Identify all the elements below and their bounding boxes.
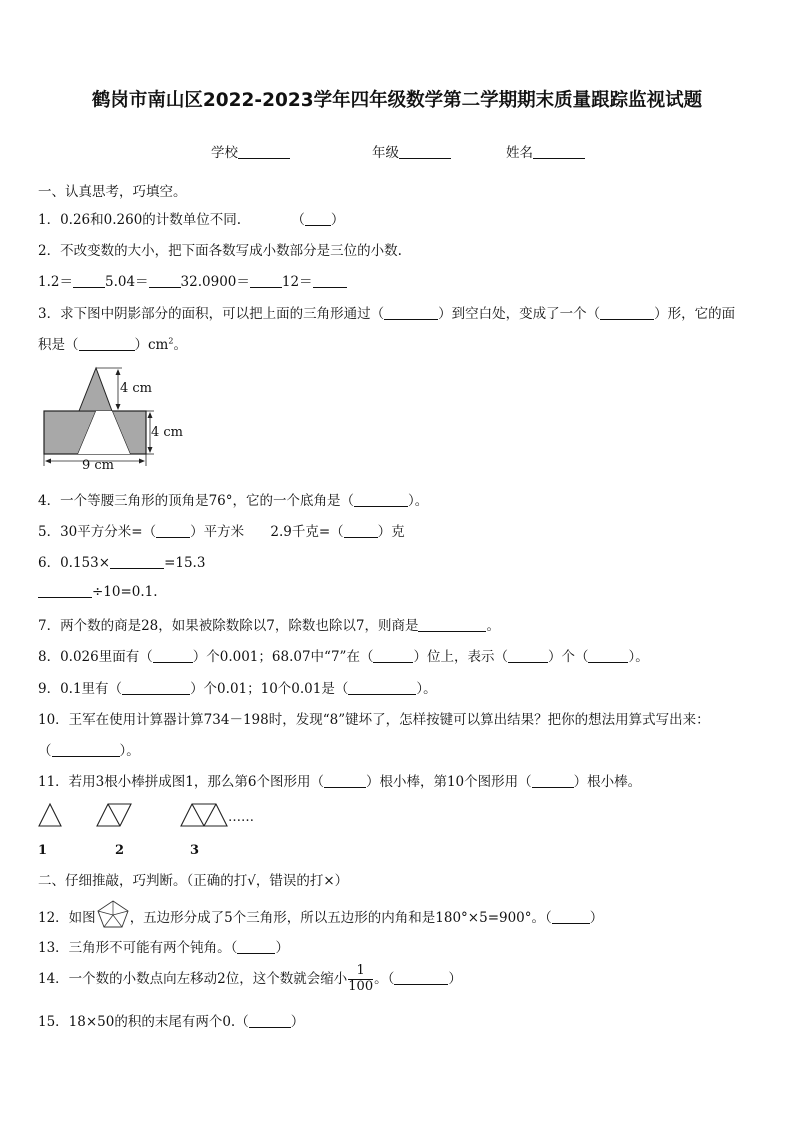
figure-dots: …… xyxy=(228,810,254,825)
q10-blank[interactable] xyxy=(52,742,120,757)
pentagon-icon xyxy=(96,900,130,920)
figure-label-h2: 4 cm xyxy=(151,425,184,440)
q8-blank-3[interactable] xyxy=(508,648,548,663)
question-3: 3．求下图中阴影部分的面积，可以把上面的三角形通过（ ）到空白处，变成了一个（ ）形，它的面 xyxy=(38,306,736,322)
grade-blank[interactable] xyxy=(399,144,451,159)
school-field xyxy=(211,141,290,161)
question-14: 14．一个数的小数点向左移动2位，这个数就会缩小 $\frac{1}{100}$ 。（ ） xyxy=(38,963,462,994)
question-6: 6．0.153× =15.3 xyxy=(38,555,206,571)
figure-label-2: 2 xyxy=(115,843,125,858)
q12-blank[interactable] xyxy=(552,909,590,924)
question-10-cont: （ ）。 xyxy=(38,743,140,759)
q2-blank-3[interactable] xyxy=(250,273,282,288)
question-3-cont: 积是（ ）$cm^2$。 xyxy=(38,336,187,353)
q1-text: 1．0.26和0.260的计数单位不同. xyxy=(38,212,242,228)
question-11: 11．若用3根小棒拼成图1，那么第6个图形用（ ）根小棒，第10个图形用（ ）根小棒。 xyxy=(38,774,642,790)
figure-label-w: 9 cm xyxy=(82,458,115,473)
question-9: 9．0.1里有（ ）个0.01；10个0.01是（ ）。 xyxy=(38,681,437,697)
shaded-area-figure xyxy=(36,362,196,474)
q11-blank-2[interactable] xyxy=(532,773,574,788)
q6-blank-2[interactable] xyxy=(38,583,92,598)
question-15: 15．18×50的积的末尾有两个0.（ ） xyxy=(38,1014,305,1030)
name-label: 姓名 xyxy=(506,145,533,161)
question-4: 4．一个等腰三角形的顶角是76°，它的一个底角是（ ）。 xyxy=(38,493,429,509)
fraction: $\frac{1}{100}$ xyxy=(348,963,374,994)
q5-blank-2[interactable] xyxy=(344,523,378,538)
question-7: 7．两个数的商是28，如果被除数除以7，除数也除以7，则商是 。 xyxy=(38,618,500,634)
question-12: 12．如图 ，五边形分成了5个三角形，所以五边形的内角和是180°×5=900°。（ ） xyxy=(38,900,603,926)
q8-blank-2[interactable] xyxy=(373,648,413,663)
question-6-cont: ÷10=0.1. xyxy=(38,583,158,600)
section1-heading: 一、认真思考，巧填空。 xyxy=(38,184,187,200)
q9-blank-2[interactable] xyxy=(348,680,416,695)
q5-blank-1[interactable] xyxy=(156,523,190,538)
figure-label-1: 1 xyxy=(38,843,48,858)
question-2-items: 1.2＝ 5.04＝ 32.0900＝ 12＝ xyxy=(38,270,347,290)
section2-heading: 二、仔细推敲，巧判断。（正确的打√，错误的打×） xyxy=(38,873,349,889)
page-title: 鹤岗市南山区2022-2023学年四年级数学第二学期期末质量跟踪监视试题 xyxy=(91,90,703,111)
q13-blank[interactable] xyxy=(237,939,275,954)
q9-blank-1[interactable] xyxy=(122,680,190,695)
q2-blank-1[interactable] xyxy=(73,273,105,288)
q15-blank[interactable] xyxy=(249,1013,291,1028)
q3-blank-3[interactable] xyxy=(79,336,135,351)
q2-blank-2[interactable] xyxy=(149,273,181,288)
q7-blank[interactable] xyxy=(418,617,486,632)
q1-blank[interactable] xyxy=(305,211,331,226)
q3-blank-2[interactable] xyxy=(600,305,654,320)
figure-label-3: 3 xyxy=(190,843,200,858)
q2-blank-4[interactable] xyxy=(313,273,347,288)
school-blank[interactable] xyxy=(238,144,290,159)
grade-field xyxy=(372,141,451,161)
grade-label: 年级 xyxy=(372,145,399,161)
question-8: 8．0.026里面有（ ）个0.001；68.07中“7”在（ ）位上，表示（ ）个（ ）。 xyxy=(38,649,649,665)
figure-label-h1: 4 cm xyxy=(120,381,153,396)
q11-blank-1[interactable] xyxy=(324,773,366,788)
q8-blank-4[interactable] xyxy=(588,648,628,663)
q14-blank[interactable] xyxy=(394,970,448,985)
name-blank[interactable] xyxy=(533,144,585,159)
question-1: 1．0.26和0.260的计数单位不同. （ ） xyxy=(38,212,345,228)
q8-blank-1[interactable] xyxy=(153,648,193,663)
q4-blank[interactable] xyxy=(354,492,408,507)
q3-blank-1[interactable] xyxy=(384,305,438,320)
q6-blank-1[interactable] xyxy=(110,554,164,569)
question-5: 5．30平方分米=（ ）平方米 2.9千克=（ ）克 xyxy=(38,524,405,540)
school-label: 学校 xyxy=(211,145,238,161)
name-field xyxy=(506,141,585,161)
question-2: 2．不改变数的大小，把下面各数写成小数部分是三位的小数. xyxy=(38,243,402,259)
question-10: 10．王军在使用计算器计算734－198时，发现“8”键坏了，怎样按键可以算出结果？把你的想法用算式写出来： xyxy=(38,712,710,728)
question-13: 13．三角形不可能有两个钝角。（ ） xyxy=(38,940,289,956)
